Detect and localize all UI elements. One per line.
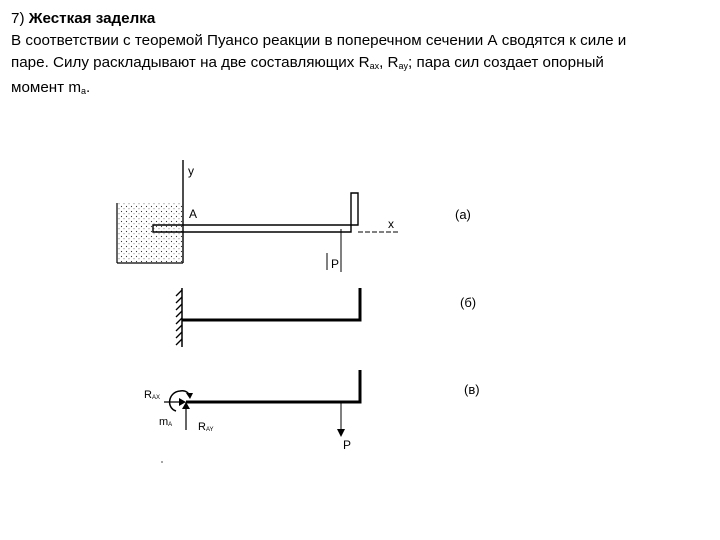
diagram-b: [176, 288, 476, 347]
diagram-c: [144, 370, 480, 463]
line3-text-2: .: [86, 79, 91, 96]
ray-label: [198, 421, 214, 433]
rax-label: [144, 389, 160, 401]
rax-letter: R: [144, 389, 152, 401]
paragraph-line-1: В соответствии с теоремой Пуансо реакции в поперечном сечении А сводятся к силе и: [11, 32, 627, 49]
caption-c: (в): [464, 382, 480, 397]
line2-text-1: паре. Силу раскладывают на две составляющих R: [11, 54, 370, 71]
hatch-mark: [176, 304, 182, 310]
rax-label-subscript: AX: [151, 395, 160, 401]
hatch-mark: [176, 290, 182, 296]
line3-text-1: момент m: [11, 79, 81, 96]
load-arrowhead: [337, 429, 345, 437]
ma-label-subscript: A: [168, 422, 173, 428]
ma-subscript: a: [81, 86, 87, 96]
wall-block: [117, 203, 182, 263]
hatch-mark: [176, 297, 182, 303]
hatch-mark: [176, 339, 182, 345]
heading-title: Жесткая заделка: [28, 10, 156, 27]
load-p-label: P: [331, 257, 340, 271]
wall-hatching: [176, 290, 182, 345]
line2-text-3: ; пара сил создает опорный: [408, 54, 604, 71]
ma-label: [159, 416, 172, 428]
caption-a: (а): [455, 207, 471, 222]
beam-outline: [153, 193, 358, 232]
hatch-mark: [176, 325, 182, 331]
line2-text-2: , R: [379, 54, 399, 71]
hatch-mark: [176, 332, 182, 338]
stray-dot: [161, 461, 163, 463]
moment-arrowhead: [186, 393, 193, 399]
ma-letter: m: [159, 416, 169, 428]
diagram-a: [117, 160, 471, 272]
hatch-mark: [176, 318, 182, 324]
hatch-mark: [176, 311, 182, 317]
beam-line: [182, 288, 360, 320]
beam-line: [186, 370, 360, 402]
rax-subscript: ax: [369, 61, 380, 71]
ray-subscript: ay: [398, 61, 409, 71]
ray-label-subscript: AY: [205, 427, 214, 433]
point-a-label: A: [189, 207, 198, 221]
ray-letter: R: [198, 421, 206, 433]
heading-number: 7): [11, 10, 25, 27]
load-p-label: P: [343, 438, 352, 452]
caption-b: (б): [460, 295, 477, 310]
x-axis-label: x: [388, 217, 394, 231]
y-axis-label: y: [188, 164, 194, 178]
